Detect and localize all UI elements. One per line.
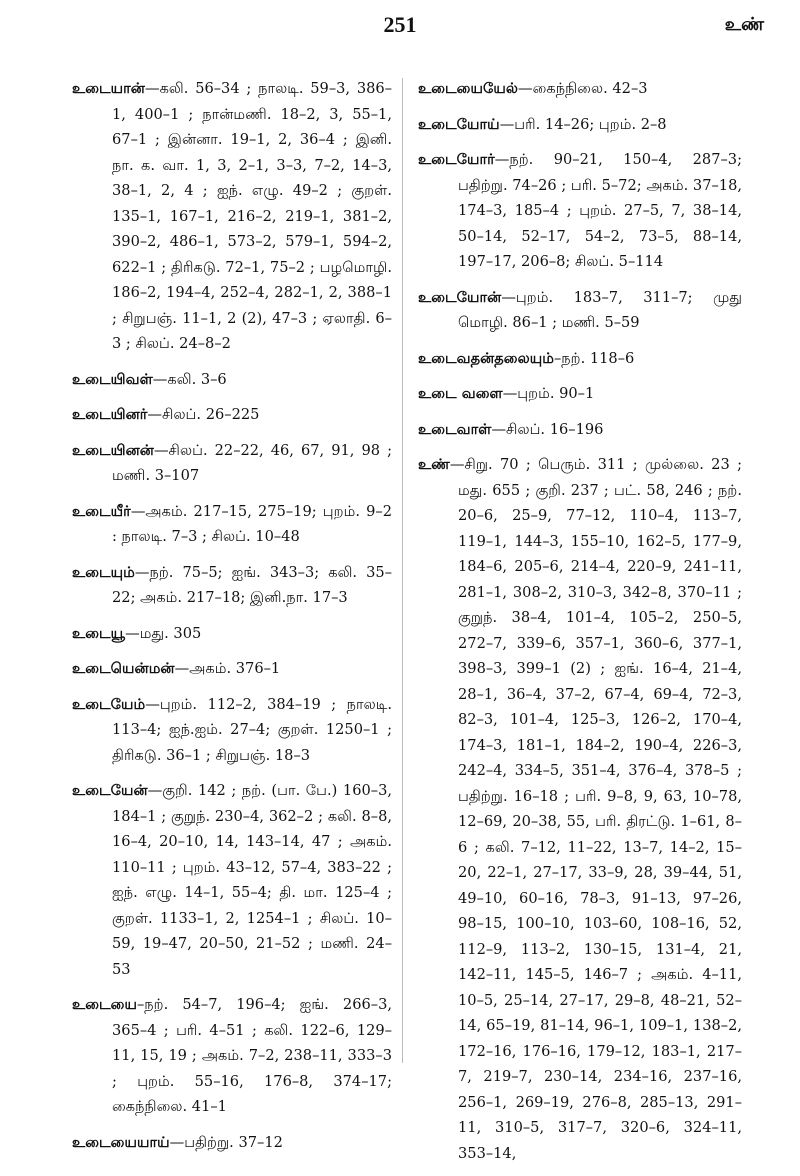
- entry-references: —மது. 305: [125, 624, 202, 642]
- left-column: [72, 76, 392, 1165]
- entry-references: —கைந்நிலை. 42–3: [517, 80, 648, 97]
- entry-references: —பதிற்று. 37–12: [169, 1133, 283, 1151]
- entry-references: —சிறு. 70 ; பெரும். 311 ; முல்லை. 23 ; மது. 655 ; குறி. 237 ; பட். 58, 246 ; நற். 20–6, 25–9, 77–12, 110–4, 113–7, 119–1, 144–3, 155–10, 162–5, 177–9, 184–6, 205–6, 214–4, 220–9, 241–11, 281–1, 308–2, 310–3, 342–8, 370–11 ; குறுந். 38–4, 101–4, 105–2, 250–5, 272–7, 339–6, 357–1, 360–6, 377–1, 398–3, 399–1 (2) ; ஐங். 16–4, 21–4, 28–1, 36–4, 37–2, 67–4, 69–4, 72–3, 82–3, 101–4, 125–3, 126–2, 170–4, 174–3, 181–1, 184–2, 190–4, 226–3, 242–4, 334–5, 351–4, 376–4, 378–5 ; பதிற்று. 16–18 ; பரி. 9–8, 9, 63, 10–78, 12–69, 20–38, 55, பரி. திரட்டு. 1–61, 8–6 ; கலி. 7–12, 11–22, 13–7, 14–2, 15–20, 22–1, 27–17, 33–9, 28, 39–44, 51, 49–10, 60–16, 78–3, 91–13, 97–26, 98–15, 100–10, 103–60, 108–16, 52, 112–9, 113–2, 130–15, 131–4, 21, 142–11, 145–5, 146–7 ; அகம். 4–11, 10–5, 25–14, 27–17, 29–8, 48–21, 52–14, 65–19, 81–14, 96–1, 109–1, 138–2, 172–16, 176–16, 179–12, 183–1, 217–7, 219–7, 230–14, 234–16, 237–16, 256–1, 269–19, 276–8, 285–13, 291–11, 310–5, 317–7, 320–6, 324–11, 353–14,: [449, 456, 742, 1162]
- entry-headword: உண்: [418, 456, 450, 473]
- entry-references: –நற். 54–7, 196–4; ஐங். 266–3, 365–4 ; பரி. 4–51 ; கலி. 122–6, 129–11, 15, 19 ; அகம். 7–2, 238–11, 333–3 ; புறம். 55–16, 176–8, 374–17; கைந்நிலை. 41–1: [112, 996, 392, 1115]
- entry-headword: உடையினன்: [72, 441, 154, 459]
- entry-headword: உடை வளை: [418, 385, 503, 402]
- index-entry: [418, 452, 742, 1166]
- entry-headword: உடையையேல்: [418, 80, 518, 97]
- entry-headword: உடையேம்: [72, 695, 146, 713]
- index-entry: [72, 992, 392, 1120]
- index-entry: [418, 147, 742, 275]
- entry-headword: உடையேன்: [72, 782, 148, 799]
- entry-headword: உடையோய்: [418, 115, 500, 133]
- column-divider: [402, 78, 403, 1063]
- entry-headword: உடையோர்: [418, 151, 495, 168]
- entry-references: —குறி. 142 ; நற். (பா. பே.) 160–3, 184–1 ; குறுந். 230–4, 362–2 ; கலி. 8–8, 16–4, 20–10, 14, 143–14, 47 ; அகம். 110–11 ; புறம். 43–12, 57–4, 383–22 ; ஐந். எழு. 14–1, 55–4; தி. மா. 125–4 ; குறள். 1133–1, 2, 1254–1 ; சிலப். 10–59, 19–47, 20–50, 21–52 ; மணி. 24–53: [112, 782, 392, 978]
- index-entry: [418, 112, 742, 138]
- entry-headword: உடையோன்: [418, 288, 502, 306]
- right-column: [418, 76, 742, 1176]
- entry-references: —கலி. 56–34 ; நாலடி. 59–3, 386–1, 400–1 ; நான்மணி. 18–2, 3, 55–1, 67–1 ; இன்னா. 19–1, 2, 36–4 ; இனி. நா. க. வா. 1, 3, 2–1, 3–3, 7–2, 14–3, 38–1, 2, 4 ; ஐந். எழு. 49–2 ; குறள். 135–1, 167–1, 216–2, 219–1, 381–2, 390–2, 486–1, 573–2, 579–1, 594–2, 622–1 ; திரிகடு. 72–1, 75–2 ; பழமொழி. 186–2, 194–4, 252–4, 282–1, 2, 388–1 ; சிறுபஞ். 11–1, 2 (2), 47–3 ; ஏலாதி. 6–3 ; சிலப். 24–8–2: [112, 80, 392, 352]
- entry-references: —நற். 75–5; ஐங். 343–3; கலி. 35–22; அகம். 217–18; இனி.நா. 17–3: [112, 563, 392, 606]
- entry-references: —பரி. 14–26; புறம். 2–8: [499, 115, 667, 133]
- entry-references: —புறம். 90–1: [502, 385, 595, 402]
- entry-headword: உடையையாய்: [72, 1133, 170, 1151]
- entry-headword: உடையினர்: [72, 406, 148, 423]
- index-entry: [72, 692, 392, 769]
- index-entry: [418, 417, 742, 443]
- entry-headword: உடையீர்: [72, 502, 131, 520]
- entry-headword: உடையான்: [72, 80, 145, 97]
- index-entry: [72, 402, 392, 428]
- index-entry: [72, 1130, 392, 1156]
- entry-references: —சிலப். 22–22, 46, 67, 91, 98 ; மணி. 3–107: [112, 441, 392, 484]
- entry-references: –நற். 118–6: [553, 349, 635, 367]
- index-entry: [72, 499, 392, 550]
- entry-headword: உடைவதன்தலையும்: [418, 349, 554, 367]
- index-entry: [418, 346, 742, 372]
- entry-references: —புறம். 112–2, 384–19 ; நாலடி. 113–4; ஐந்.ஐம். 27–4; குறள். 1250–1 ; திரிகடு. 36–1 ; சிறுபஞ். 18–3: [112, 695, 392, 764]
- index-entry: [418, 285, 742, 336]
- page-number: 251: [383, 12, 417, 37]
- entry-references: —சிலப். 16–196: [491, 420, 604, 438]
- entry-headword: உடையை: [72, 996, 137, 1013]
- index-entry: [72, 560, 392, 611]
- entry-references: —கலி. 3–6: [152, 370, 227, 388]
- entry-headword: உடையென்மன்: [72, 660, 175, 677]
- entry-references: —அகம். 376–1: [174, 660, 281, 677]
- entry-references: —அகம். 217–15, 275–19; புறம். 9–2 : நாலடி. 7–3 ; சிலப். 10–48: [112, 502, 392, 545]
- index-entry: [72, 438, 392, 489]
- entry-references: —புறம். 183–7, 311–7; முது மொழி. 86–1 ; மணி. 5–59: [458, 288, 742, 331]
- index-entry: [72, 367, 392, 393]
- entry-headword: உடையூ: [72, 624, 126, 642]
- index-entry: [72, 76, 392, 357]
- entry-headword: உடையும்: [72, 563, 135, 581]
- index-entry: [418, 381, 742, 407]
- entry-headword: உடையிவள்: [72, 370, 153, 388]
- entry-references: —சிலப். 26–225: [147, 406, 260, 423]
- index-entry: [418, 76, 742, 102]
- entry-headword: உடைவாள்: [418, 420, 492, 438]
- index-entry: [72, 656, 392, 682]
- index-entry: [72, 778, 392, 982]
- running-head: உண்: [724, 14, 764, 35]
- index-entry: [72, 621, 392, 647]
- entry-references: —நற். 90–21, 150–4, 287–3; பதிற்று. 74–26 ; பரி. 5–72; அகம். 37–18, 174–3, 185–4 ; புறம். 27–5, 7, 38–14, 50–14, 52–17, 54–2, 73–5, 88–14, 197–17, 206–8; சிலப். 5–114: [458, 151, 742, 270]
